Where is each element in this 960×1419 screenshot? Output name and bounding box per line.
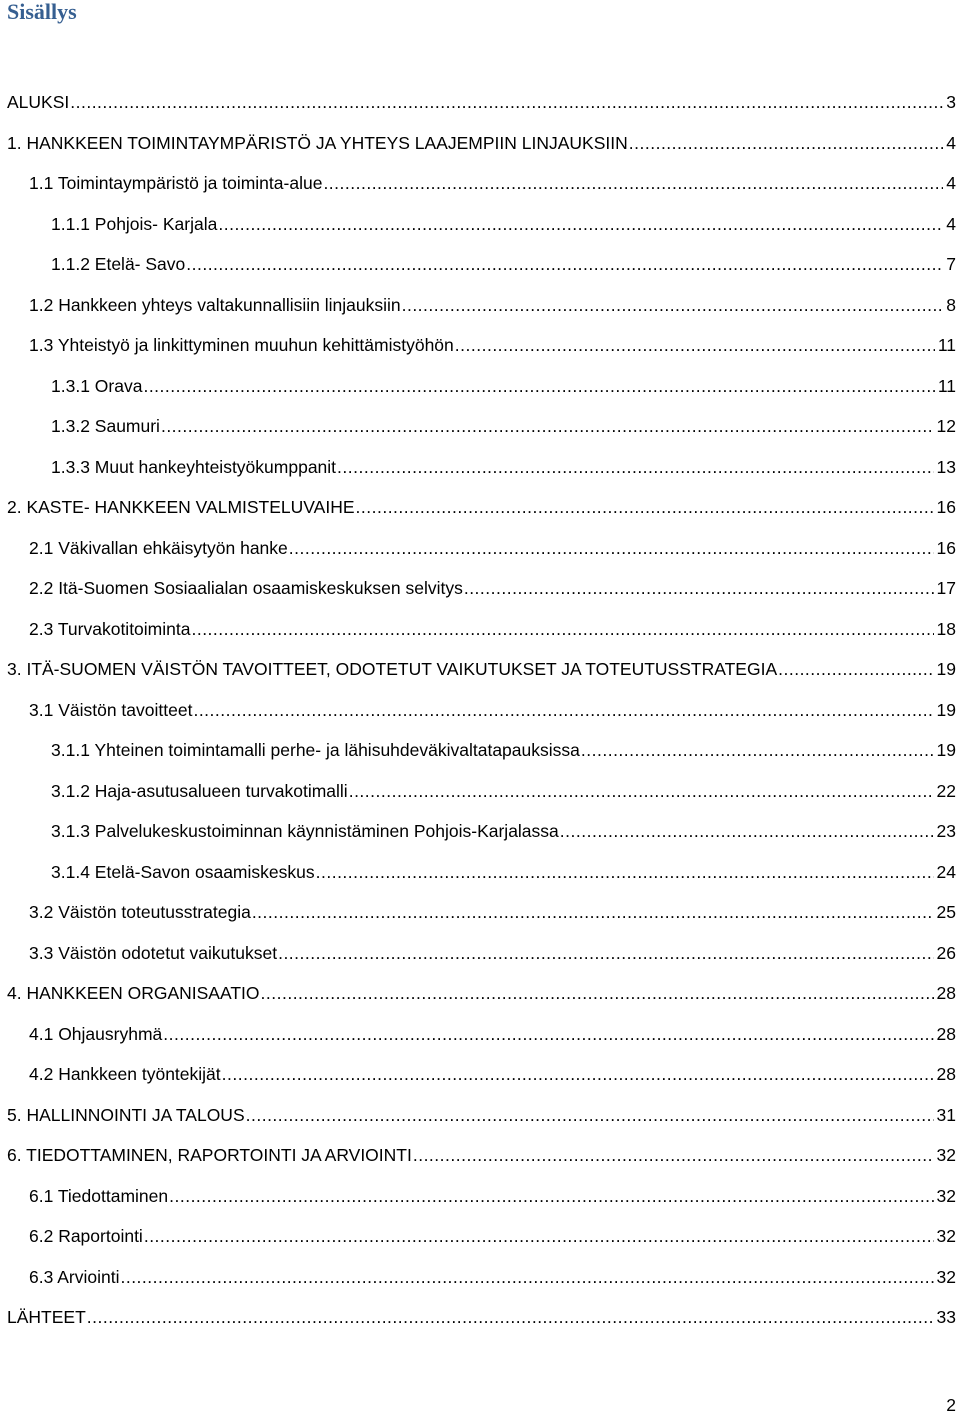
toc-entry-label[interactable]: 6.1 Tiedottaminen [29, 1185, 169, 1206]
toc-entry[interactable] [0, 453, 960, 494]
toc-dot-leader [193, 696, 933, 724]
toc-entry-page[interactable]: 31 [936, 1104, 956, 1125]
toc-entry-label[interactable]: 3.1.3 Palvelukeskustoiminnan käynnistäminen Pohjois-Karjalassa [51, 821, 559, 841]
toc-entry[interactable] [0, 939, 960, 980]
toc-dot-leader [218, 210, 943, 238]
toc-entry[interactable] [0, 250, 960, 291]
toc-dot-leader [289, 534, 934, 562]
toc-dot-leader [337, 453, 933, 481]
toc-entry[interactable] [0, 1060, 960, 1101]
toc-entry-page[interactable]: 32 [936, 1185, 956, 1206]
toc-entry-label[interactable]: 3.1.2 Haja-asutusalueen turvakotimalli [51, 780, 348, 801]
toc-entry[interactable] [0, 1263, 960, 1304]
table-of-contents [0, 88, 960, 1344]
toc-entry-label[interactable]: 1. HANKKEEN TOIMINTAYMPÄRISTÖ JA YHTEYS LAAJEMPIIN LINJAUKSIIN [7, 132, 628, 153]
toc-entry-label[interactable]: 4.1 Ohjausryhmä [29, 1023, 163, 1044]
toc-entry[interactable] [0, 291, 960, 332]
toc-entry[interactable] [0, 696, 960, 737]
toc-dot-leader [402, 291, 944, 319]
toc-entry-label[interactable]: ALUKSI [7, 92, 70, 112]
toc-entry-label[interactable]: 1.2 Hankkeen yhteys valtakunnallisiin linjauksiin [29, 294, 401, 315]
toc-entry[interactable] [0, 331, 960, 372]
toc-entry-label[interactable]: 1.3.2 Saumuri [51, 416, 160, 436]
toc-dot-leader [120, 1263, 933, 1291]
toc-entry-page[interactable]: 28 [936, 983, 956, 1003]
toc-entry-label[interactable]: 3.1.1 Yhteinen toimintamalli perhe- ja lähisuhdeväkivaltatapauksissa [51, 740, 580, 760]
toc-dot-leader [464, 574, 934, 602]
toc-entry-page[interactable]: 16 [936, 537, 956, 558]
toc-entry-label[interactable]: 5. HALLINNOINTI JA TALOUS [7, 1104, 245, 1125]
toc-entry-label[interactable]: 2.2 Itä-Suomen Sosiaalialan osaamiskeskuksen selvitys [29, 578, 463, 598]
toc-entry-page[interactable]: 32 [936, 1226, 956, 1246]
toc-dot-leader [70, 88, 943, 116]
toc-entry[interactable] [0, 777, 960, 818]
toc-entry-label[interactable]: 2. KASTE- HANKKEEN VALMISTELUVAIHE [7, 497, 355, 517]
toc-dot-leader [186, 250, 943, 278]
toc-entry-page[interactable]: 22 [936, 780, 956, 801]
toc-entry[interactable] [0, 1182, 960, 1223]
toc-entry-page[interactable]: 24 [936, 861, 956, 882]
toc-entry-page[interactable]: 32 [936, 1266, 956, 1287]
toc-entry[interactable] [0, 655, 960, 696]
toc-dot-leader [143, 372, 934, 400]
toc-entry-label[interactable]: 3.2 Väistön toteutusstrategia [29, 902, 251, 922]
toc-entry[interactable] [0, 1101, 960, 1142]
toc-entry[interactable] [0, 534, 960, 575]
toc-entry[interactable] [0, 88, 960, 129]
toc-dot-leader [560, 817, 934, 845]
toc-dot-leader [169, 1182, 933, 1210]
toc-entry[interactable] [0, 1222, 960, 1263]
toc-entry-page[interactable]: 32 [936, 1145, 956, 1165]
toc-entry[interactable] [0, 412, 960, 453]
toc-dot-leader [87, 1303, 934, 1331]
toc-entry-page[interactable]: 12 [936, 416, 956, 436]
toc-dot-leader [778, 655, 933, 683]
toc-entry-page[interactable]: 23 [936, 821, 956, 841]
toc-entry-label[interactable]: 1.3 Yhteistyö ja linkittyminen muuhun kehittämistyöhön [29, 335, 454, 355]
toc-dot-leader [246, 1101, 934, 1129]
toc-entry-page[interactable]: 3 [946, 92, 956, 112]
toc-entry-label[interactable]: 6.3 Arviointi [29, 1266, 120, 1287]
toc-dot-leader [356, 493, 934, 521]
toc-dot-leader [161, 412, 934, 440]
toc-entry-page[interactable]: 4 [946, 173, 956, 193]
toc-entry[interactable] [0, 1141, 960, 1182]
toc-dot-leader [316, 858, 934, 886]
toc-dot-leader [278, 939, 933, 967]
toc-entry[interactable] [0, 1020, 960, 1061]
toc-dot-leader [349, 777, 934, 805]
toc-entry[interactable] [0, 493, 960, 534]
toc-entry-label[interactable]: 2.3 Turvakotitoiminta [29, 618, 191, 639]
toc-entry[interactable] [0, 898, 960, 939]
toc-entry[interactable] [0, 817, 960, 858]
toc-entry[interactable] [0, 736, 960, 777]
toc-dot-leader [191, 615, 933, 643]
toc-entry[interactable] [0, 615, 960, 656]
toc-entry-label[interactable]: 4.2 Hankkeen työntekijät [29, 1064, 221, 1084]
toc-entry[interactable] [0, 574, 960, 615]
toc-dot-leader [261, 979, 934, 1007]
toc-entry-label[interactable]: 2.1 Väkivallan ehkäisytyön hanke [29, 537, 288, 558]
toc-entry-label[interactable]: 1.1 Toimintaympäristö ja toiminta-alue [29, 173, 323, 193]
toc-entry-label[interactable]: LÄHTEET [7, 1307, 86, 1327]
toc-entry-page[interactable]: 4 [946, 213, 956, 234]
toc-dot-leader [413, 1141, 934, 1169]
toc-entry[interactable] [0, 210, 960, 251]
toc-entry[interactable] [0, 372, 960, 413]
toc-entry-label[interactable]: 1.1.1 Pohjois- Karjala [51, 213, 218, 234]
toc-entry-page[interactable]: 7 [946, 254, 956, 274]
toc-entry-label[interactable]: 3.1.4 Etelä-Savon osaamiskeskus [51, 861, 315, 882]
toc-entry-page[interactable]: 19 [936, 699, 956, 720]
toc-heading: Sisällys [7, 0, 77, 24]
toc-entry-page[interactable]: 18 [936, 618, 956, 639]
toc-entry-page[interactable]: 19 [936, 659, 956, 679]
toc-entry[interactable] [0, 979, 960, 1020]
toc-entry-page[interactable]: 17 [936, 578, 956, 598]
toc-entry-page[interactable]: 19 [936, 740, 956, 760]
toc-entry-page[interactable]: 26 [936, 942, 956, 963]
toc-dot-leader [629, 129, 944, 157]
toc-entry-label[interactable]: 6. TIEDOTTAMINEN, RAPORTOINTI JA ARVIOINTI [7, 1145, 412, 1165]
toc-dot-leader [252, 898, 934, 926]
toc-entry-page[interactable]: 28 [936, 1023, 956, 1044]
toc-entry-page[interactable]: 16 [936, 497, 956, 517]
toc-dot-leader [581, 736, 934, 764]
toc-dot-leader [323, 169, 943, 197]
toc-entry-page[interactable]: 11 [937, 335, 956, 355]
toc-entry[interactable] [0, 1303, 960, 1344]
toc-dot-leader [144, 1222, 934, 1250]
toc-entry[interactable] [0, 129, 960, 170]
toc-entry-label[interactable]: 3.1 Väistön tavoitteet [29, 699, 193, 720]
toc-entry-label[interactable]: 4. HANKKEEN ORGANISAATIO [7, 983, 260, 1003]
toc-entry-label[interactable]: 1.3.3 Muut hankeyhteistyökumppanit [51, 456, 337, 477]
toc-entry-label[interactable]: 1.3.1 Orava [51, 375, 143, 396]
toc-entry-page[interactable]: 13 [936, 456, 956, 477]
toc-entry[interactable] [0, 169, 960, 210]
toc-entry-label[interactable]: 3.3 Väistön odotetut vaikutukset [29, 942, 278, 963]
toc-entry-page[interactable]: 8 [946, 294, 956, 315]
toc-entry-label[interactable]: 6.2 Raportointi [29, 1226, 143, 1246]
toc-entry-page[interactable]: 33 [936, 1307, 956, 1327]
toc-entry-label[interactable]: 3. ITÄ-SUOMEN VÄISTÖN TAVOITTEET, ODOTETUT VAIKUTUKSET JA TOTEUTUSSTRATEGIA [7, 659, 778, 679]
page-number: 2 [946, 1395, 956, 1415]
toc-entry-page[interactable]: 11 [937, 375, 956, 396]
toc-entry-page[interactable]: 4 [946, 132, 956, 153]
toc-entry[interactable] [0, 858, 960, 899]
toc-entry-page[interactable]: 28 [936, 1064, 956, 1084]
toc-dot-leader [163, 1020, 933, 1048]
toc-dot-leader [222, 1060, 934, 1088]
toc-dot-leader [455, 331, 935, 359]
toc-entry-label[interactable]: 1.1.2 Etelä- Savo [51, 254, 186, 274]
toc-entry-page[interactable]: 25 [936, 902, 956, 922]
